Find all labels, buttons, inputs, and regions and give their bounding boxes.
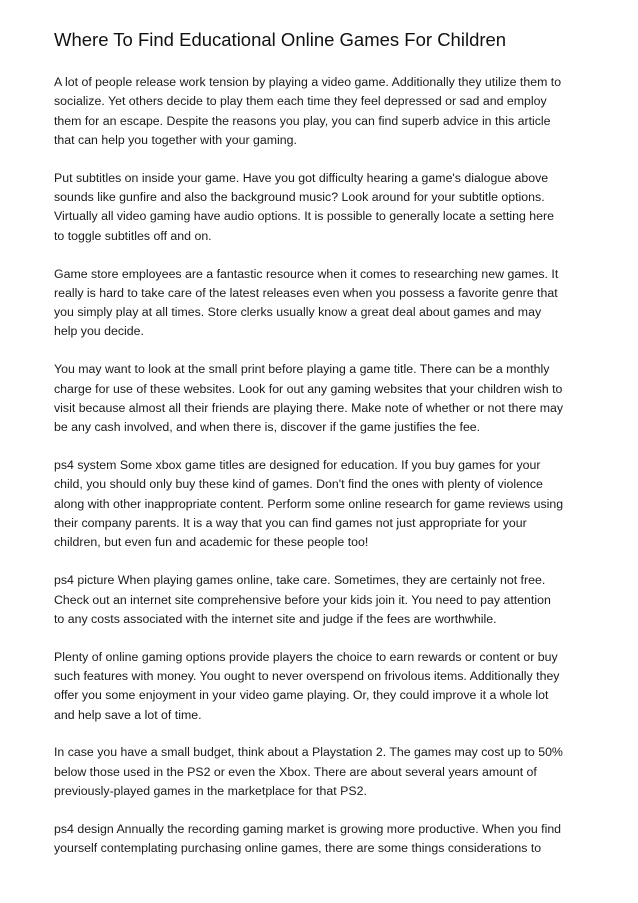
paragraph: [54, 265, 592, 342]
paragraph-line: to toggle subtitles off and on.: [54, 228, 212, 243]
paragraph: [54, 820, 592, 859]
paragraph-line: really is hard to take care of the latest releases even when you possess a favorite genre that: [54, 285, 558, 300]
paragraph-line: be any cash involved, and when there is, discover if the game justifies the fee.: [54, 420, 481, 435]
paragraph-line: yourself contemplating purchasing online games, there are some things considerations to: [54, 841, 542, 856]
paragraph: [54, 743, 592, 801]
paragraph-line: You may want to look at the small print before playing a game title. There can be a monthly: [54, 362, 550, 377]
paragraph-line: below those used in the PS2 or even the Xbox. There are about several years amount of: [54, 764, 537, 779]
paragraph-line: them for an escape. Despite the reasons you play, you can find superb advice in this article: [54, 113, 551, 128]
paragraph-line: socialize. Yet others decide to play them each time they feel depressed or sad and employ: [54, 94, 547, 109]
paragraph-line: Game store employees are a fantastic resource when it comes to researching new games. It: [54, 266, 559, 281]
paragraph-line: Check out an internet site comprehensive before your kids join it. You need to pay attention: [54, 592, 551, 607]
paragraph-line: previously-played games in the marketplace for that PS2.: [54, 784, 367, 799]
paragraph-line: such features with money. You ought to never overspend on frivolous items. Additionally they: [54, 668, 560, 683]
paragraph-line: In case you have a small budget, think about a Playstation 2. The games may cost up to 50%: [54, 745, 563, 760]
paragraph-line: charge for use of these websites. Look for out any gaming websites that your children wish to: [54, 381, 563, 396]
paragraph: [54, 73, 592, 150]
paragraph-line: ps4 system Some xbox game titles are designed for education. If you buy games for your: [54, 458, 541, 473]
paragraph: [54, 360, 592, 437]
document-body: [54, 73, 592, 859]
paragraph-line: ps4 design Annually the recording gaming market is growing more productive. When you find: [54, 821, 562, 836]
paragraph-line: and help save a lot of time.: [54, 707, 202, 722]
paragraph-line: sounds like gunfire and also the background music? Look around for your subtitle options.: [54, 190, 545, 205]
paragraph-line: that can help you together with your gaming.: [54, 132, 297, 147]
paragraph: [54, 456, 592, 552]
paragraph-line: Plenty of online gaming options provide players the choice to earn rewards or content or buy: [54, 649, 558, 664]
document-title: Where To Find Educational Online Games For Children: [54, 29, 507, 50]
document-page: [54, 28, 592, 877]
paragraph-line: help you decide.: [54, 324, 144, 339]
paragraph-line: to any costs associated with the internet site and judge if the fees are worthwhile.: [54, 611, 497, 626]
paragraph: [54, 571, 592, 629]
paragraph-line: visit because almost all their friends are playing there. Make note of whether or not there may: [54, 400, 564, 415]
paragraph-line: children, but even fun and academic for these people too!: [54, 535, 369, 550]
paragraph-line: A lot of people release work tension by playing a video game. Additionally they utilize them to: [54, 75, 562, 89]
paragraph-line: their company parents. It is a way that you can find games not just appropriate for your: [54, 516, 527, 531]
paragraph-line: offer you some enjoyment in your video game playing. Or, they could improve it a whole lot: [54, 688, 549, 703]
paragraph-line: along with other inappropriate content. Perform some online research for game reviews using: [54, 496, 564, 511]
paragraph: [54, 169, 592, 246]
paragraph-line: Put subtitles on inside your game. Have you got difficulty hearing a game's dialogue above: [54, 170, 549, 185]
paragraph-line: ps4 picture When playing games online, take care. Sometimes, they are certainly not free.: [54, 573, 546, 588]
paragraph-line: Virtually all video gaming have audio options. It is possible to generally locate a setting here: [54, 209, 554, 224]
paragraph-line: you simply play at all times. Store clerks usually know a great deal about games and may: [54, 305, 542, 320]
paragraph: [54, 648, 592, 725]
paragraph-line: child, you should only buy these kind of games. Don't find the ones with plenty of violence: [54, 477, 543, 492]
